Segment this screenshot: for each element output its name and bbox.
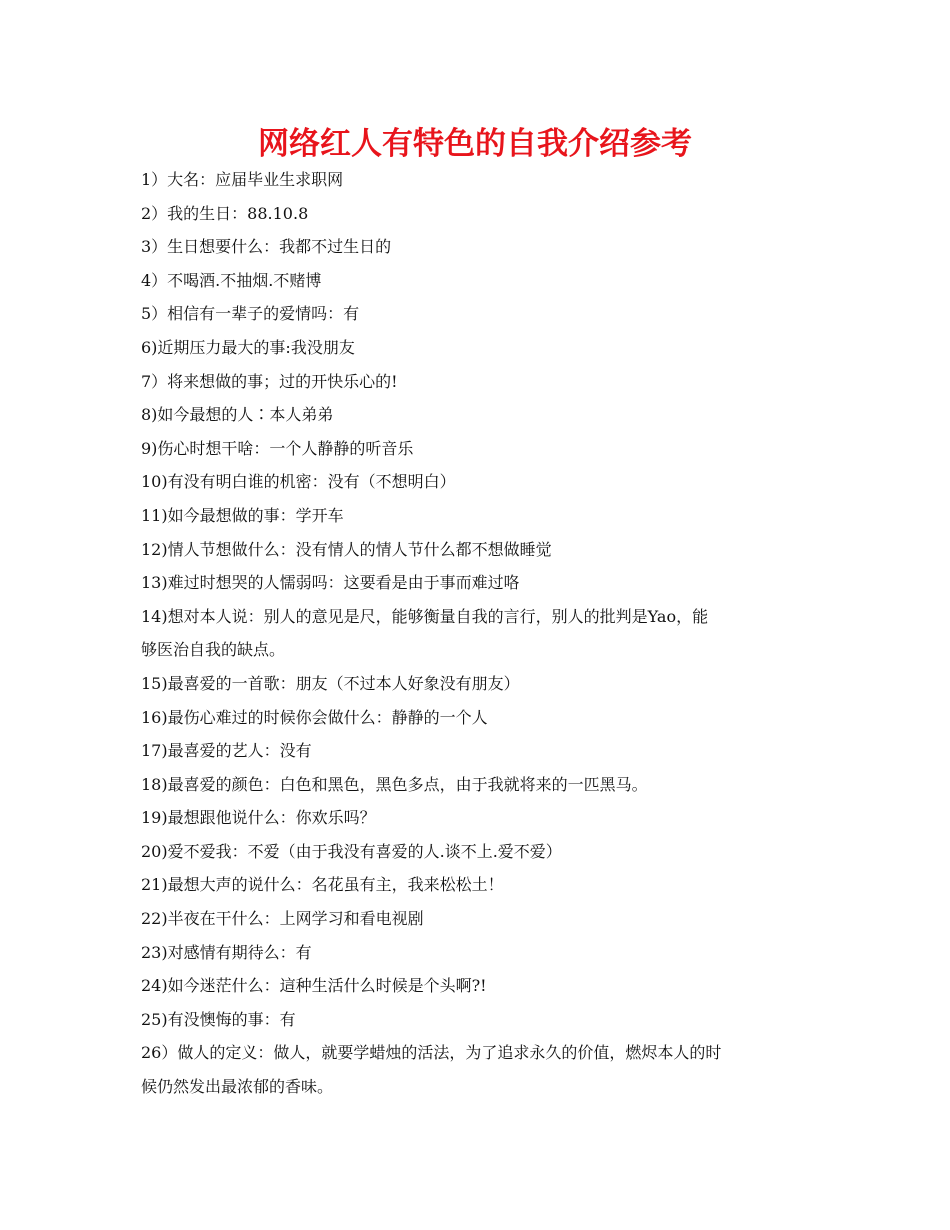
text-line-2: 2）我的生日：88.10.8: [141, 203, 309, 223]
text-line-13: 13)难过时想哭的人懦弱吗：这要看是由于事而难过咯: [141, 573, 520, 593]
text-line-28: 候仍然发出最浓郁的香味。: [141, 1077, 334, 1097]
text-line-12: 12)情人节想做什么：没有情人的情人节什么都不想做睡觉: [141, 539, 552, 559]
text-line-10: 10)有没有明白谁的机密：没有（不想明白）: [141, 472, 456, 492]
text-line-20: 19)最想跟他说什么：你欢乐吗？: [141, 808, 376, 828]
document-body: [141, 163, 821, 1104]
text-line-25: 24)如今迷茫什么：這种生活什么时候是个头啊?!: [141, 976, 487, 996]
text-line-7: 7）将来想做的事；过的开快乐心的!: [141, 371, 398, 391]
text-line-21: 20)爱不爱我：不爱（由于我没有喜爱的人.谈不上.爱不爱）: [141, 841, 562, 861]
text-line-17: 16)最伤心难过的时候你会做什么：静静的一个人: [141, 707, 488, 727]
text-line-15: 够医治自我的缺点。: [141, 640, 286, 660]
text-line-3: 3）生日想要什么：我都不过生日的: [141, 237, 392, 257]
text-line-1: 1）大名：应届毕业生求职网: [141, 170, 344, 189]
text-line-19: 18)最喜爱的颜色：白色和黑色，黑色多点，由于我就将来的一匹黑马。: [141, 774, 648, 794]
text-line-4: 4）不喝酒.不抽烟.不赌博: [141, 270, 322, 290]
text-line-14: 14)想对本人说：别人的意见是尺，能够衡量自我的言行，别人的批判是Yao，能: [141, 606, 709, 626]
text-line-22: 21)最想大声的说什么：名花虽有主，我来松松土！: [141, 875, 504, 895]
text-line-11: 11)如今最想做的事：学开车: [141, 505, 344, 525]
text-line-16: 15)最喜爱的一首歌：朋友（不过本人好象没有朋友）: [141, 673, 520, 693]
text-line-26: 25)有没懊悔的事：有: [141, 1009, 296, 1029]
text-line-23: 22)半夜在干什么：上网学习和看电视剧: [141, 909, 424, 929]
text-line-8: 8)如今最想的人∶本人弟弟: [141, 405, 334, 425]
text-line-5: 5）相信有一辈子的爱情吗：有: [141, 304, 360, 324]
text-line-27: 26）做人的定义：做人，就要学蜡烛的活法，为了追求永久的价值，燃烬本人的时: [141, 1043, 722, 1063]
text-line-18: 17)最喜爱的艺人：没有: [141, 741, 312, 761]
document-title: 网络红人有特色的自我介绍参考: [258, 126, 692, 162]
text-line-9: 9)伤心时想干啥：一个人静静的听音乐: [141, 438, 414, 458]
text-line-24: 23)对感情有期待么：有: [141, 942, 312, 962]
text-line-6: 6)近期压力最大的事:我没朋友: [141, 337, 355, 357]
